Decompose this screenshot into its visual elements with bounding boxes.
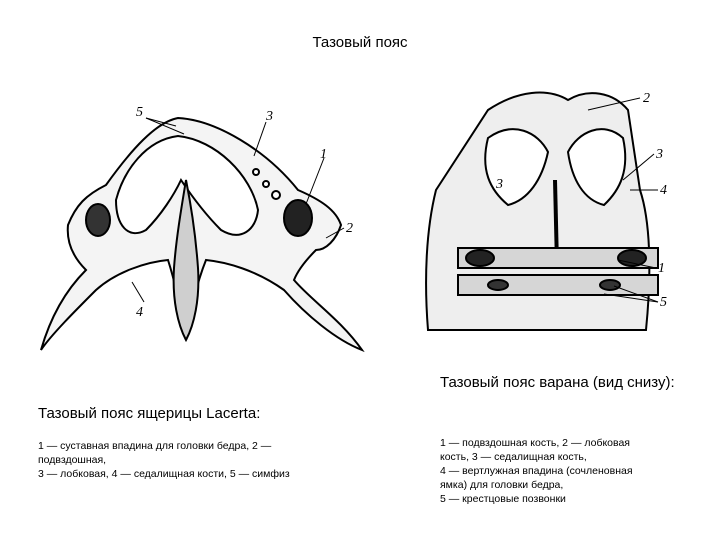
lizard-caption: Тазовый пояс ящерицы Lacerta: xyxy=(38,405,261,422)
varan-legend-line: 4 — вертлужная впадина (сочленовная xyxy=(440,465,633,477)
varan-label-5: 5 xyxy=(660,295,667,310)
lizard-label-2: 2 xyxy=(346,221,353,236)
lizard-label-3: 3 xyxy=(266,109,273,124)
slide-title: Тазовый пояс xyxy=(312,34,408,51)
varan-legend-line: кость, 3 — седалищная кость, xyxy=(440,451,587,463)
varan-label-3-right: 3 xyxy=(656,147,663,162)
lizard-pelvis-drawing xyxy=(41,118,362,350)
lizard-legend-line: подвздошная, xyxy=(38,454,107,466)
varan-legend-line: 5 — крестцовые позвонки xyxy=(440,493,566,505)
lizard-label-1: 1 xyxy=(320,147,327,162)
varan-legend-line: ямка) для головки бедра, xyxy=(440,479,564,491)
varan-pelvis-drawing xyxy=(426,93,658,330)
lizard-label-4: 4 xyxy=(136,305,143,320)
varan-label-3-left: 3 xyxy=(496,177,503,192)
lizard-legend-line: 1 — суставная впадина для головки бедра, 2 — xyxy=(38,440,272,452)
varan-legend xyxy=(440,436,700,506)
lizard-legend-line: 3 — лобковая, 4 — седалищная кости, 5 — симфиз xyxy=(38,468,290,480)
varan-caption: Тазовый пояс варана (вид снизу): xyxy=(440,374,675,391)
varan-legend-line: 1 — подвздошная кость, 2 — лобковая xyxy=(440,437,630,449)
varan-pelvis-figure xyxy=(418,80,690,342)
lizard-pelvis-figure xyxy=(36,100,366,360)
lizard-label-5: 5 xyxy=(136,105,143,120)
varan-label-1: 1 xyxy=(658,261,665,276)
lizard-legend xyxy=(38,439,358,481)
varan-label-2: 2 xyxy=(643,91,650,106)
varan-label-4: 4 xyxy=(660,183,667,198)
